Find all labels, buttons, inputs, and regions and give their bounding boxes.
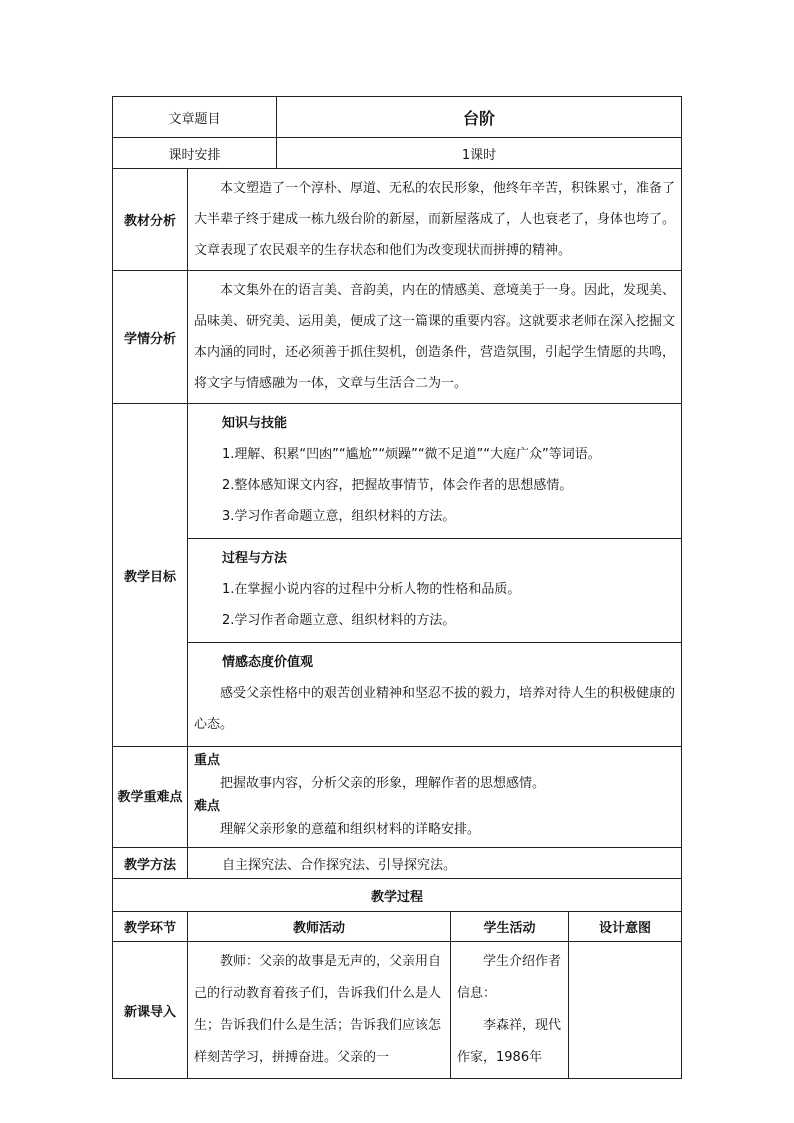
row-stage: 新课导入: [113, 942, 188, 1079]
key-text: 把握故事内容，分析父亲的形象，理解作者的思想感情。: [220, 776, 546, 791]
process-row: [113, 942, 682, 1079]
hours-value: 1课时: [277, 138, 682, 169]
title-row: [113, 97, 682, 138]
students-row: [113, 271, 682, 404]
difficulty-heading: 难点: [194, 799, 221, 814]
row-teacher-activity: 教师：父亲的故事是无声的，父亲用自己的行动教育着孩子们，告诉我们什么是人生；告诉我们什么是生活；告诉我们应该怎样刻苦学习，拼搏奋进。父亲的一: [194, 954, 442, 1065]
process-heading: 过程与方法: [222, 551, 288, 566]
material-row: [113, 169, 682, 271]
title-label: 文章题目: [113, 97, 277, 138]
emotion-text: 感受父亲性格中的艰苦创业精神和坚忍不拔的毅力，培养对待人生的积极健康的心态。: [194, 686, 676, 732]
header-stage: 教学环节: [113, 912, 188, 942]
process-title: 教学过程: [113, 879, 682, 912]
process-item: 1.在掌握小说内容的过程中分析人物的性格和品质。: [222, 582, 521, 597]
row-intent: [569, 942, 682, 1079]
hours-label: 课时安排: [113, 138, 277, 169]
process-block: [188, 539, 681, 642]
goals-process-row: [113, 539, 682, 643]
row-student-activity-2: 李森祥，现代作家，1986年: [457, 1018, 562, 1065]
keypoints-row: [113, 747, 682, 848]
difficulty-text: 理解父亲形象的意蕴和组织材料的详略安排。: [220, 822, 481, 837]
header-intent: 设计意图: [569, 912, 682, 942]
header-student: 学生活动: [451, 912, 569, 942]
knowledge-heading: 知识与技能: [222, 416, 288, 431]
students-text: 本文集外在的语言美、音韵美，内在的情感美、意境美于一身。因此，发现美、品味美、研究美、运用美，便成了这一篇课的重要内容。这就要求老师在深入挖掘文本内涵的同时，还必须善于抓住契机，创造条件，营造氛围，引起学生情愿的共鸣，将文字与情感融为一体，文章与生活合二为一。: [194, 283, 676, 391]
keypoints-label: 教学重难点: [113, 747, 188, 848]
header-teacher: 教师活动: [188, 912, 451, 942]
row-student-activity: 学生介绍作者信息：: [457, 954, 562, 1001]
method-row: [113, 848, 682, 879]
method-text: 自主探究法、合作探究法、引导探究法。: [188, 848, 682, 879]
goals-label: 教学目标: [113, 404, 188, 747]
knowledge-item: 3.学习作者命题立意，组织材料的方法。: [222, 509, 456, 524]
students-label: 学情分析: [113, 271, 188, 404]
material-text: 本文塑造了一个淳朴、厚道、无私的农民形象，他终年辛苦，积铢累寸，准备了大半辈子终于建成一栋九级台阶的新屋，而新屋落成了，人也衰老了，身体也垮了。文章表现了农民艰辛的生存状态和他们为改变现状而拼搏的精神。: [194, 181, 676, 258]
hours-row: [113, 138, 682, 169]
process-title-row: [113, 879, 682, 912]
lesson-plan-table: [112, 96, 682, 1079]
title-value: 台阶: [277, 97, 682, 138]
emotion-block: [188, 643, 681, 746]
key-heading: 重点: [194, 753, 221, 768]
knowledge-item: 1.理解、积累“凹凼”“尴尬”“烦躁”“微不足道”“大庭广众”等词语。: [222, 447, 601, 462]
keypoints-block: [188, 747, 681, 847]
goals-knowledge-row: [113, 404, 682, 539]
goals-emotion-row: [113, 643, 682, 747]
process-header-row: [113, 912, 682, 942]
method-label: 教学方法: [113, 848, 188, 879]
knowledge-block: [188, 404, 681, 538]
emotion-heading: 情感态度价值观: [222, 655, 314, 670]
material-label: 教材分析: [113, 169, 188, 271]
process-item: 2.学习作者命题立意、组织材料的方法。: [222, 613, 456, 628]
knowledge-item: 2.整体感知课文内容，把握故事情节，体会作者的思想感情。: [222, 478, 573, 493]
